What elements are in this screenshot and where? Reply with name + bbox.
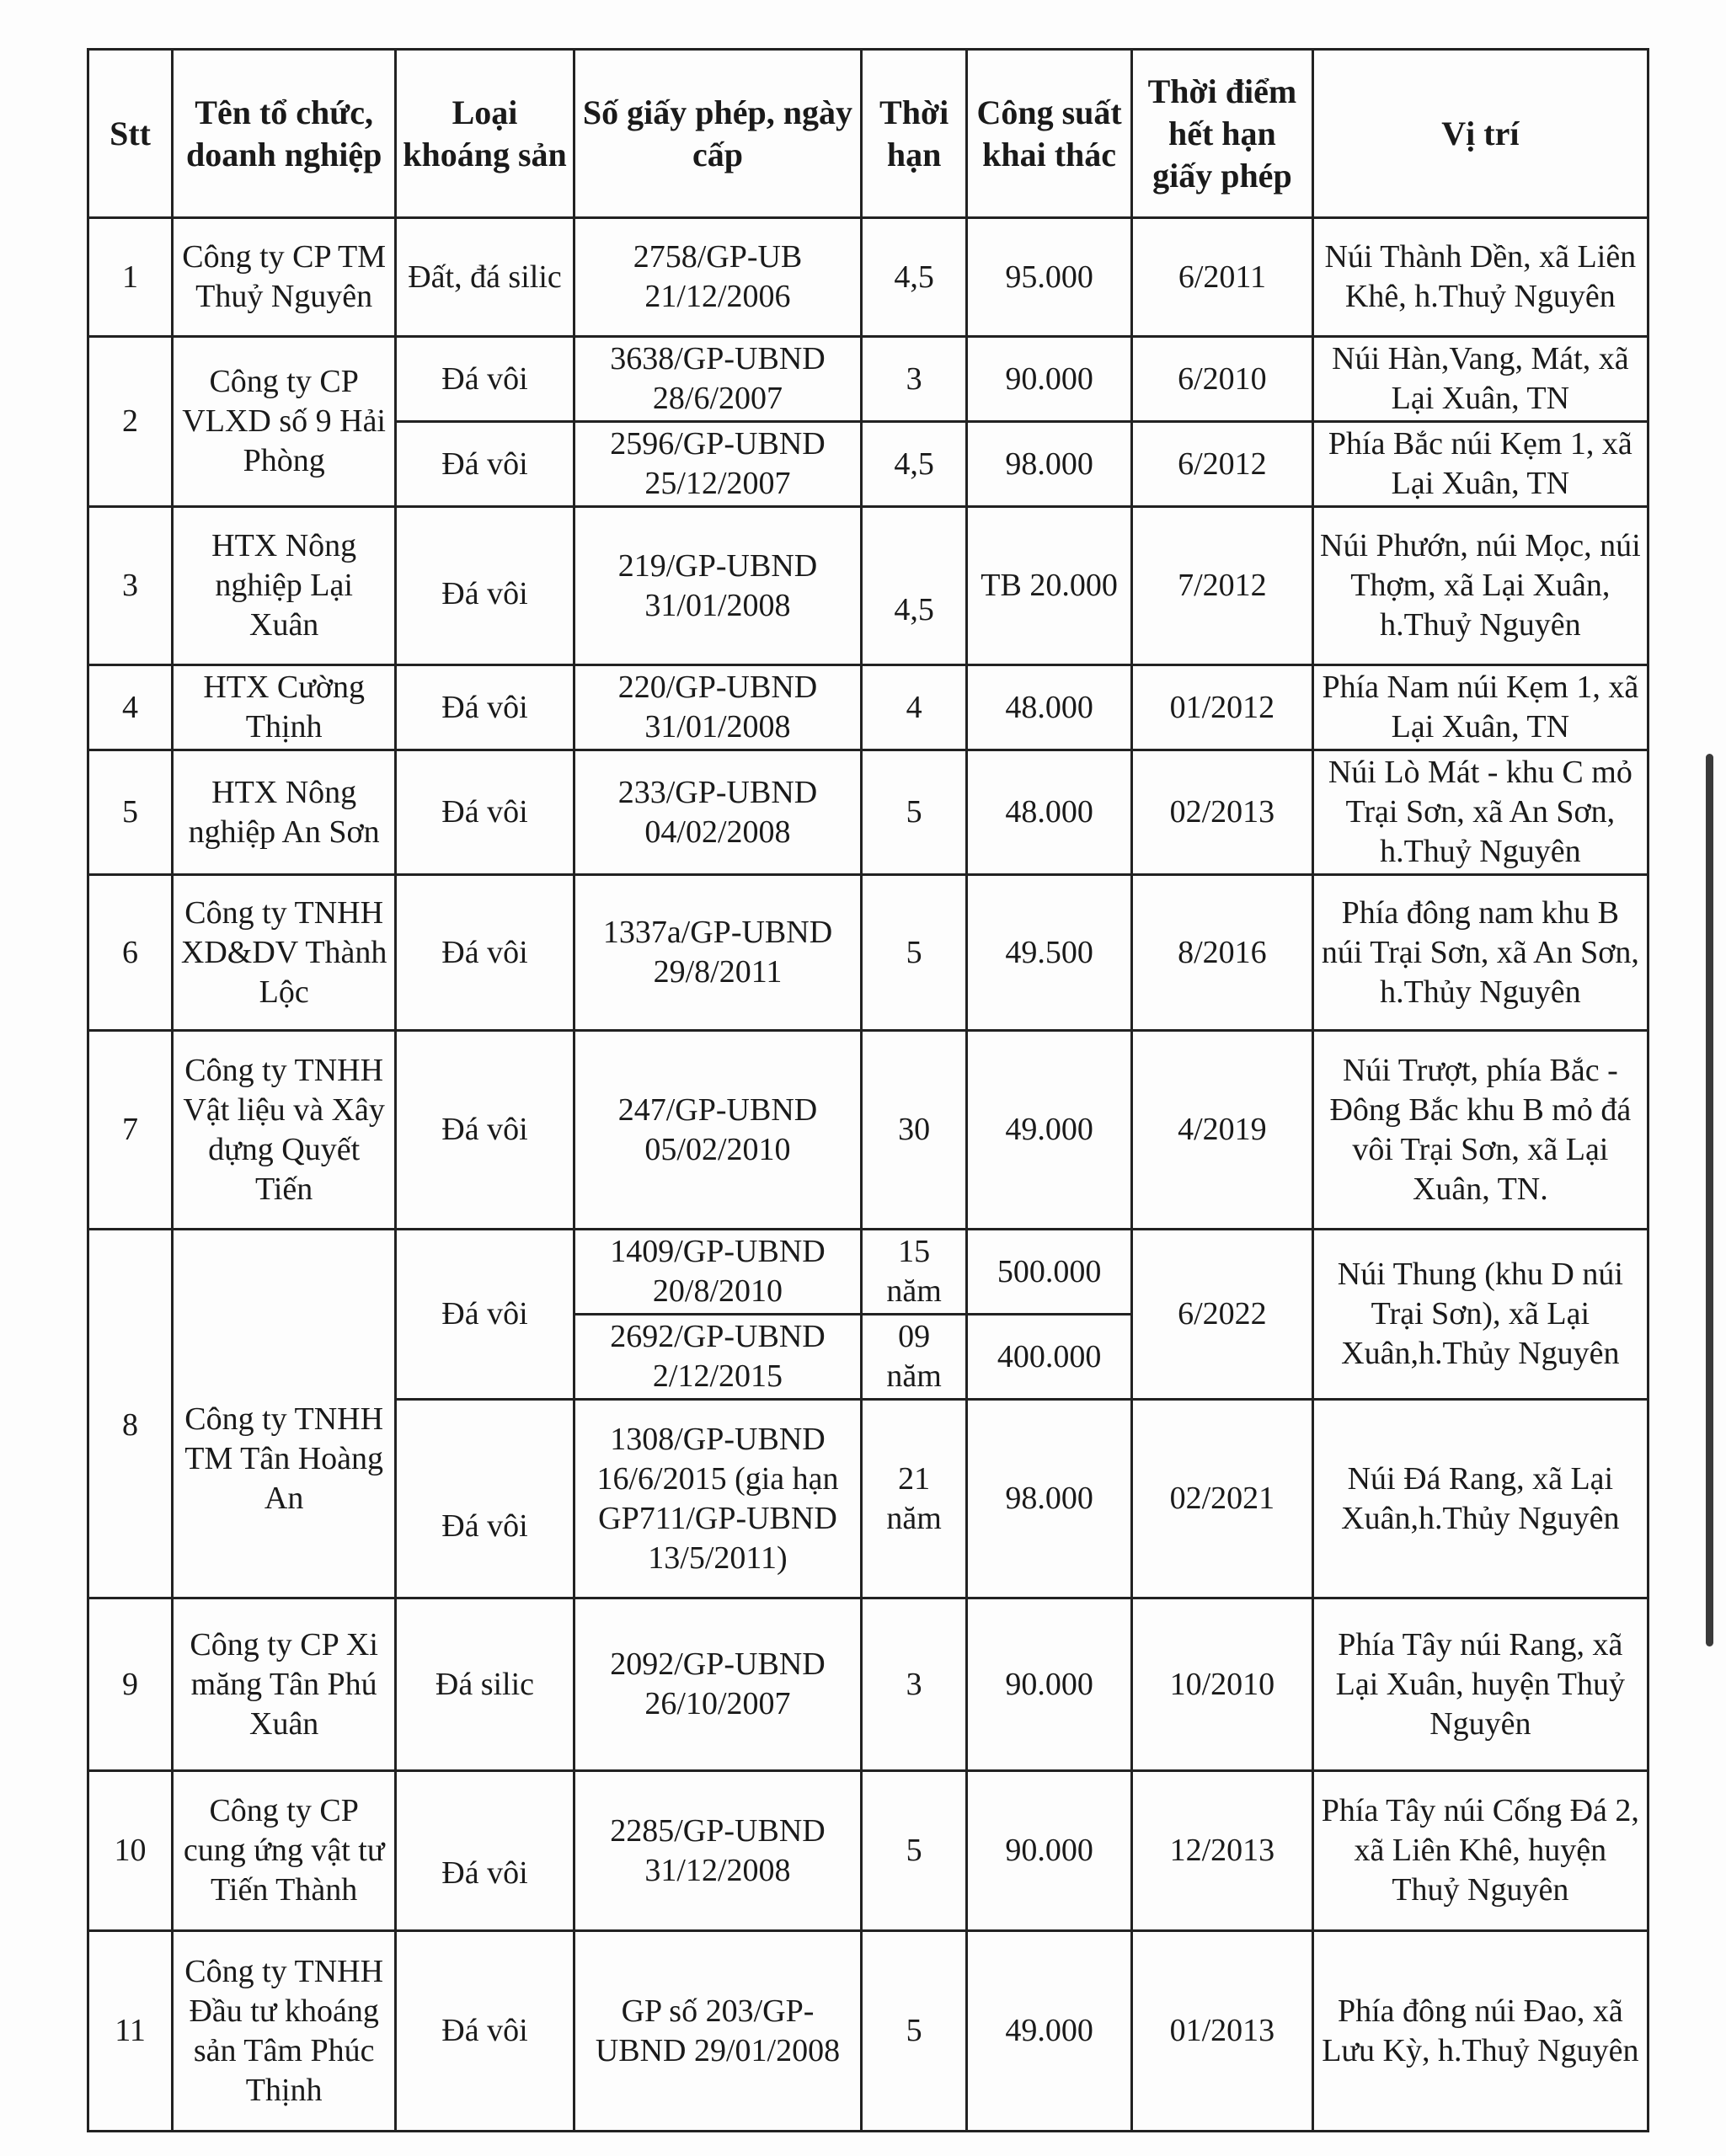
cell-capacity: 90.000 bbox=[967, 337, 1132, 422]
vertical-scrollbar[interactable] bbox=[1706, 754, 1713, 1646]
cell-organization: HTX Cường Thịnh bbox=[173, 665, 396, 750]
cell-expiry: 6/2012 bbox=[1132, 422, 1313, 507]
cell-mineral: Đá vôi bbox=[396, 875, 574, 1031]
cell-capacity: 95.000 bbox=[967, 218, 1132, 337]
cell-license: 2758/GP-UB 21/12/2006 bbox=[574, 218, 862, 337]
cell-license: 1409/GP-UBND 20/8/2010 bbox=[574, 1230, 862, 1315]
header-row bbox=[88, 50, 1649, 218]
cell-capacity: 48.000 bbox=[967, 750, 1132, 875]
cell-capacity: 98.000 bbox=[967, 1400, 1132, 1598]
cell-stt: 8 bbox=[88, 1230, 173, 1598]
cell-license: 3638/GP-UBND 28/6/2007 bbox=[574, 337, 862, 422]
cell-stt: 10 bbox=[88, 1771, 173, 1931]
cell-expiry: 8/2016 bbox=[1132, 875, 1313, 1031]
cell-stt: 4 bbox=[88, 665, 173, 750]
cell-organization: Công ty TNHH Đầu tư khoáng sản Tâm Phúc Thịnh bbox=[173, 1931, 396, 2132]
cell-location: Núi Lò Mát - khu C mỏ Trại Sơn, xã An Sơn, h.Thuỷ Nguyên bbox=[1312, 750, 1648, 875]
cell-mineral: Đá silic bbox=[396, 1598, 574, 1771]
cell-organization: Công ty CP cung ứng vật tư Tiến Thành bbox=[173, 1771, 396, 1931]
cell-mineral: Đá vôi bbox=[396, 1230, 574, 1400]
cell-location: Núi Hàn,Vang, Mát, xã Lại Xuân, TN bbox=[1312, 337, 1648, 422]
cell-organization: HTX Nông nghiệp Lại Xuân bbox=[173, 507, 396, 665]
cell-stt: 3 bbox=[88, 507, 173, 665]
table-row bbox=[88, 1771, 1649, 1931]
cell-mineral: Đá vôi bbox=[396, 665, 574, 750]
cell-organization: HTX Nông nghiệp An Sơn bbox=[173, 750, 396, 875]
cell-term: 3 bbox=[862, 337, 967, 422]
cell-term: 4,5 bbox=[862, 507, 967, 665]
cell-expiry: 7/2012 bbox=[1132, 507, 1313, 665]
header-stt: Stt bbox=[88, 50, 173, 218]
mining-license-table bbox=[87, 48, 1649, 2132]
cell-location: Phía Tây núi Rang, xã Lại Xuân, huyện Thuỷ Nguyên bbox=[1312, 1598, 1648, 1771]
table-row bbox=[88, 507, 1649, 665]
cell-capacity: 500.000 bbox=[967, 1230, 1132, 1315]
cell-expiry: 02/2013 bbox=[1132, 750, 1313, 875]
cell-organization: Công ty TNHH XD&DV Thành Lộc bbox=[173, 875, 396, 1031]
cell-capacity: 48.000 bbox=[967, 665, 1132, 750]
cell-expiry: 10/2010 bbox=[1132, 1598, 1313, 1771]
cell-stt: 1 bbox=[88, 218, 173, 337]
cell-mineral: Đá vôi bbox=[396, 1771, 574, 1931]
cell-term: 5 bbox=[862, 1931, 967, 2132]
cell-license: 220/GP-UBND 31/01/2008 bbox=[574, 665, 862, 750]
cell-license: 2596/GP-UBND 25/12/2007 bbox=[574, 422, 862, 507]
cell-organization: Công ty TNHH TM Tân Hoàng An bbox=[173, 1230, 396, 1598]
cell-mineral: Đá vôi bbox=[396, 1400, 574, 1598]
cell-term: 5 bbox=[862, 1771, 967, 1931]
cell-license: GP số 203/GP-UBND 29/01/2008 bbox=[574, 1931, 862, 2132]
cell-mineral: Đá vôi bbox=[396, 507, 574, 665]
cell-license: 1308/GP-UBND 16/6/2015 (gia hạn GP711/GP-UBND 13/5/2011) bbox=[574, 1400, 862, 1598]
cell-term: 4,5 bbox=[862, 422, 967, 507]
cell-location: Phía Nam núi Kẹm 1, xã Lại Xuân, TN bbox=[1312, 665, 1648, 750]
cell-license: 219/GP-UBND 31/01/2008 bbox=[574, 507, 862, 665]
header-term: Thời hạn bbox=[862, 50, 967, 218]
table-row bbox=[88, 1598, 1649, 1771]
header-license: Số giấy phép, ngày cấp bbox=[574, 50, 862, 218]
cell-capacity: 49.500 bbox=[967, 875, 1132, 1031]
cell-term: 5 bbox=[862, 750, 967, 875]
table-row bbox=[88, 1230, 1649, 1315]
header-location: Vị trí bbox=[1312, 50, 1648, 218]
cell-location: Phía Bắc núi Kẹm 1, xã Lại Xuân, TN bbox=[1312, 422, 1648, 507]
cell-expiry: 6/2010 bbox=[1132, 337, 1313, 422]
cell-expiry: 6/2022 bbox=[1132, 1230, 1313, 1400]
cell-term: 15 năm bbox=[862, 1230, 967, 1315]
cell-capacity: 98.000 bbox=[967, 422, 1132, 507]
table-row bbox=[88, 1031, 1649, 1230]
table-row bbox=[88, 750, 1649, 875]
cell-license: 1337a/GP-UBND 29/8/2011 bbox=[574, 875, 862, 1031]
header-organization: Tên tổ chức, doanh nghiệp bbox=[173, 50, 396, 218]
cell-organization: Công ty CP Xi măng Tân Phú Xuân bbox=[173, 1598, 396, 1771]
cell-license: 2092/GP-UBND 26/10/2007 bbox=[574, 1598, 862, 1771]
cell-expiry: 12/2013 bbox=[1132, 1771, 1313, 1931]
cell-stt: 2 bbox=[88, 337, 173, 507]
cell-stt: 9 bbox=[88, 1598, 173, 1771]
cell-stt: 5 bbox=[88, 750, 173, 875]
cell-term: 3 bbox=[862, 1598, 967, 1771]
header-expiry: Thời điểm hết hạn giấy phép bbox=[1132, 50, 1313, 218]
cell-mineral: Đá vôi bbox=[396, 750, 574, 875]
cell-expiry: 01/2012 bbox=[1132, 665, 1313, 750]
cell-stt: 11 bbox=[88, 1931, 173, 2132]
cell-location: Núi Trượt, phía Bắc - Đông Bắc khu B mỏ đá vôi Trại Sơn, xã Lại Xuân, TN. bbox=[1312, 1031, 1648, 1230]
cell-organization: Công ty TNHH Vật liệu và Xây dựng Quyết Tiến bbox=[173, 1031, 396, 1230]
cell-mineral: Đất, đá silic bbox=[396, 218, 574, 337]
cell-mineral: Đá vôi bbox=[396, 1931, 574, 2132]
cell-license: 2692/GP-UBND 2/12/2015 bbox=[574, 1315, 862, 1400]
cell-location: Phía Tây núi Cống Đá 2, xã Liên Khê, huyện Thuỷ Nguyên bbox=[1312, 1771, 1648, 1931]
table-row bbox=[88, 665, 1649, 750]
header-mineral: Loại khoáng sản bbox=[396, 50, 574, 218]
cell-expiry: 02/2021 bbox=[1132, 1400, 1313, 1598]
cell-organization: Công ty CP TM Thuỷ Nguyên bbox=[173, 218, 396, 337]
cell-location: Núi Đá Rang, xã Lại Xuân,h.Thủy Nguyên bbox=[1312, 1400, 1648, 1598]
cell-capacity: TB 20.000 bbox=[967, 507, 1132, 665]
cell-capacity: 49.000 bbox=[967, 1031, 1132, 1230]
cell-expiry: 4/2019 bbox=[1132, 1031, 1313, 1230]
cell-mineral: Đá vôi bbox=[396, 422, 574, 507]
table-row bbox=[88, 337, 1649, 422]
cell-term: 21 năm bbox=[862, 1400, 967, 1598]
cell-location: Phía đông núi Đao, xã Lưu Kỳ, h.Thuỷ Nguyên bbox=[1312, 1931, 1648, 2132]
cell-capacity: 90.000 bbox=[967, 1771, 1132, 1931]
cell-term: 4,5 bbox=[862, 218, 967, 337]
cell-license: 2285/GP-UBND 31/12/2008 bbox=[574, 1771, 862, 1931]
table-row bbox=[88, 218, 1649, 337]
cell-location: Núi Phướn, núi Mọc, núi Thợm, xã Lại Xuân, h.Thuỷ Nguyên bbox=[1312, 507, 1648, 665]
cell-license: 247/GP-UBND 05/02/2010 bbox=[574, 1031, 862, 1230]
cell-stt: 6 bbox=[88, 875, 173, 1031]
cell-license: 233/GP-UBND 04/02/2008 bbox=[574, 750, 862, 875]
cell-location: Phía đông nam khu B núi Trại Sơn, xã An Sơn, h.Thủy Nguyên bbox=[1312, 875, 1648, 1031]
header-capacity: Công suất khai thác bbox=[967, 50, 1132, 218]
cell-capacity: 400.000 bbox=[967, 1315, 1132, 1400]
cell-expiry: 01/2013 bbox=[1132, 1931, 1313, 2132]
cell-mineral: Đá vôi bbox=[396, 337, 574, 422]
cell-organization: Công ty CP VLXD số 9 Hải Phòng bbox=[173, 337, 396, 507]
cell-term: 4 bbox=[862, 665, 967, 750]
table-row bbox=[88, 1931, 1649, 2132]
cell-location: Núi Thung (khu D núi Trại Sơn), xã Lại Xuân,h.Thủy Nguyên bbox=[1312, 1230, 1648, 1400]
cell-location: Núi Thành Dền, xã Liên Khê, h.Thuỷ Nguyên bbox=[1312, 218, 1648, 337]
cell-expiry: 6/2011 bbox=[1132, 218, 1313, 337]
cell-capacity: 49.000 bbox=[967, 1931, 1132, 2132]
cell-term: 09 năm bbox=[862, 1315, 967, 1400]
table-row bbox=[88, 875, 1649, 1031]
cell-mineral: Đá vôi bbox=[396, 1031, 574, 1230]
cell-capacity: 90.000 bbox=[967, 1598, 1132, 1771]
cell-term: 30 bbox=[862, 1031, 967, 1230]
cell-stt: 7 bbox=[88, 1031, 173, 1230]
cell-term: 5 bbox=[862, 875, 967, 1031]
